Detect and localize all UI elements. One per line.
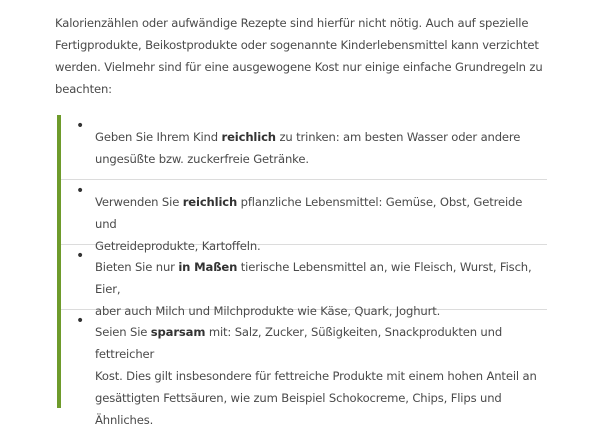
- rule-item-drink: [61, 115, 547, 180]
- bullet-icon: •: [76, 183, 85, 199]
- intro-line: Fertigprodukte, Beikostprodukte oder sogenannte Kinderlebensmittel kann verzichtet: [55, 38, 539, 52]
- bullet-icon: •: [76, 313, 85, 329]
- rule-text: Geben Sie Ihrem Kind reichlich zu trinken: am besten Wasser oder andere ungesüßte bzw. zuckerfreie Getränke.: [95, 130, 521, 166]
- rule-item-sparingly: [61, 310, 547, 427]
- intro-line: Kalorienzählen oder aufwändige Rezepte sind hierfür nicht nötig. Auch auf spezielle: [55, 16, 529, 30]
- rule-item-plant-foods: [61, 180, 547, 253]
- rules-blockquote: [57, 115, 547, 427]
- intro-line: werden. Vielmehr sind für eine ausgewogene Kost nur einige einfache Grundregeln zu: [55, 60, 543, 74]
- intro-paragraph: [55, 12, 555, 100]
- rule-item-animal-foods: [61, 245, 547, 318]
- rule-text: Seien Sie sparsam mit: Salz, Zucker, Süßigkeiten, Snackprodukten und fettreicher Kost. Dies gilt insbesondere für fettreiche Produkte mit einem hohen Anteil an gesättigten Fettsäuren, wie zum Beispiel Schokocreme, Chips, Flips und Ähnliches.: [95, 325, 537, 427]
- bullet-icon: •: [76, 118, 85, 134]
- intro-line: beachten:: [55, 82, 112, 96]
- rule-emphasis: sparsam: [150, 325, 206, 339]
- rules-list: [61, 115, 547, 427]
- rule-emphasis: reichlich: [221, 130, 276, 144]
- rule-emphasis: in Maßen: [178, 260, 238, 274]
- bullet-icon: •: [76, 248, 85, 264]
- rule-text: Verwenden Sie reichlich pflanzliche Lebensmittel: Gemüse, Obst, Getreide und Getreideprodukte, Kartoffeln.: [95, 195, 523, 253]
- rule-emphasis: reichlich: [182, 195, 238, 209]
- rule-text: Bieten Sie nur in Maßen tierische Lebensmittel an, wie Fleisch, Wurst, Fisch, Eier, aber auch Milch und Milchprodukte wie Käse, Quark, Joghurt.: [95, 260, 532, 318]
